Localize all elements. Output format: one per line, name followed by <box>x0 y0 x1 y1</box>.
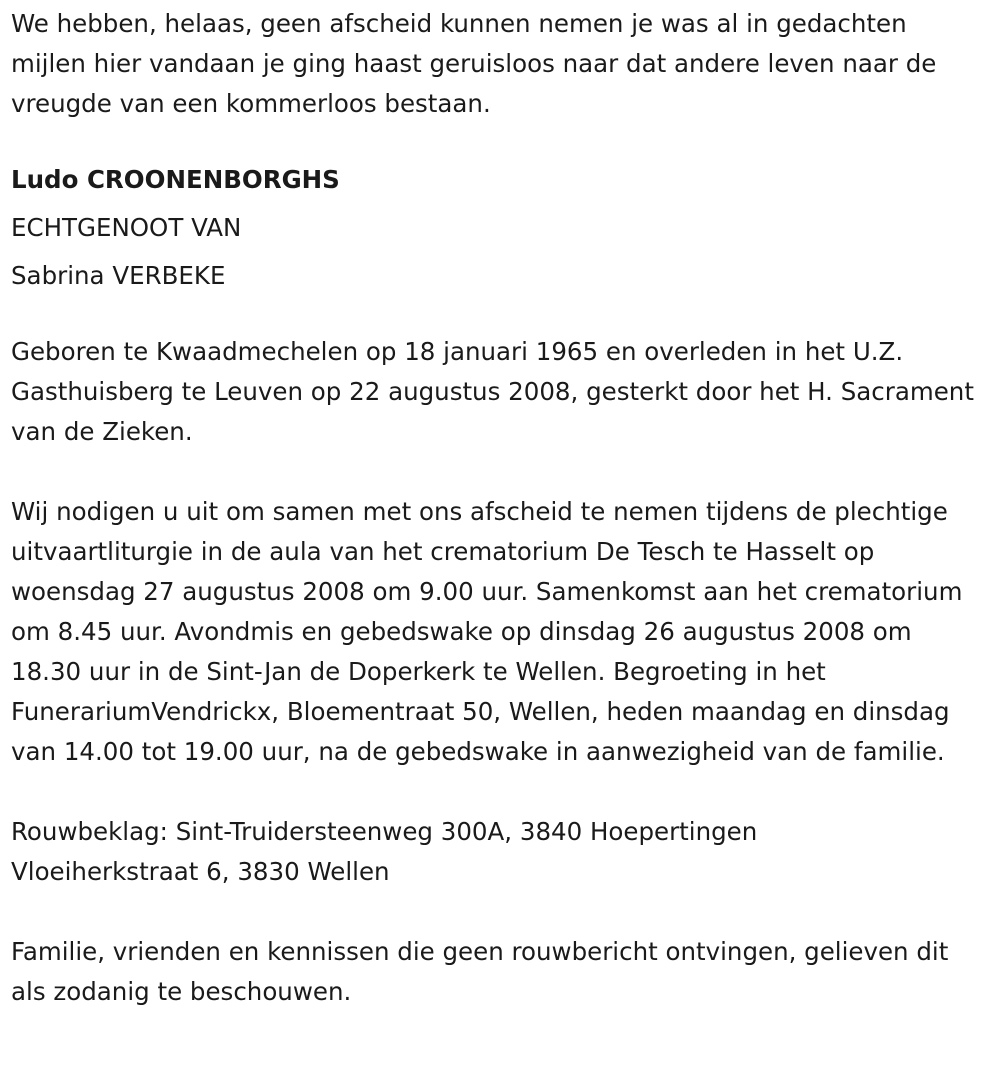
spacer <box>11 124 986 156</box>
deceased-name: Ludo CROONENBORGHS <box>11 165 340 194</box>
obituary-notice <box>11 4 986 1012</box>
relation-label: ECHTGENOOT VAN <box>11 213 242 242</box>
invitation-paragraph: Wij nodigen u uit om samen met ons afscheid te nemen tijdens de plechtige uitvaartliturgie in de aula van het crematorium De Tesch te Hasselt op woensdag 27 augustus 2008 om 9.00 uur. Samenkomst aan het crematorium om 8.45 uur. Avondmis en gebedswake op dinsdag 26 augustus 2008 om 18.30 uur in de Sint-Jan de Doperkerk te Wellen. Begroeting in het FunerariumVendrickx, Bloementraat 50, Wellen, heden maandag en dinsdag van 14.00 tot 19.00 uur, na de gebedswake in aanwezigheid van de familie. <box>11 497 963 766</box>
spacer <box>11 892 986 932</box>
condolence-address-2: Vloeiherkstraat 6, 3830 Wellen <box>11 857 390 886</box>
spacer <box>11 452 986 492</box>
spacer <box>11 300 986 332</box>
condolence-address-1: Rouwbeklag: Sint-Truidersteenweg 300A, 3840 Hoepertingen <box>11 817 758 846</box>
poem-paragraph: We hebben, helaas, geen afscheid kunnen nemen je was al in gedachten mijlen hier vandaan je ging haast geruisloos naar dat andere leven naar de vreugde van een kommerloos bestaan. <box>11 9 937 118</box>
closing-paragraph: Familie, vrienden en kennissen die geen rouwbericht ontvingen, gelieven dit als zodanig te beschouwen. <box>11 937 949 1006</box>
birth-death-paragraph: Geboren te Kwaadmechelen op 18 januari 1965 en overleden in het U.Z. Gasthuisberg te Leuven op 22 augustus 2008, gesterkt door het H. Sacrament van de Zieken. <box>11 337 974 446</box>
spacer <box>11 772 986 812</box>
spouse-name: Sabrina VERBEKE <box>11 261 226 290</box>
